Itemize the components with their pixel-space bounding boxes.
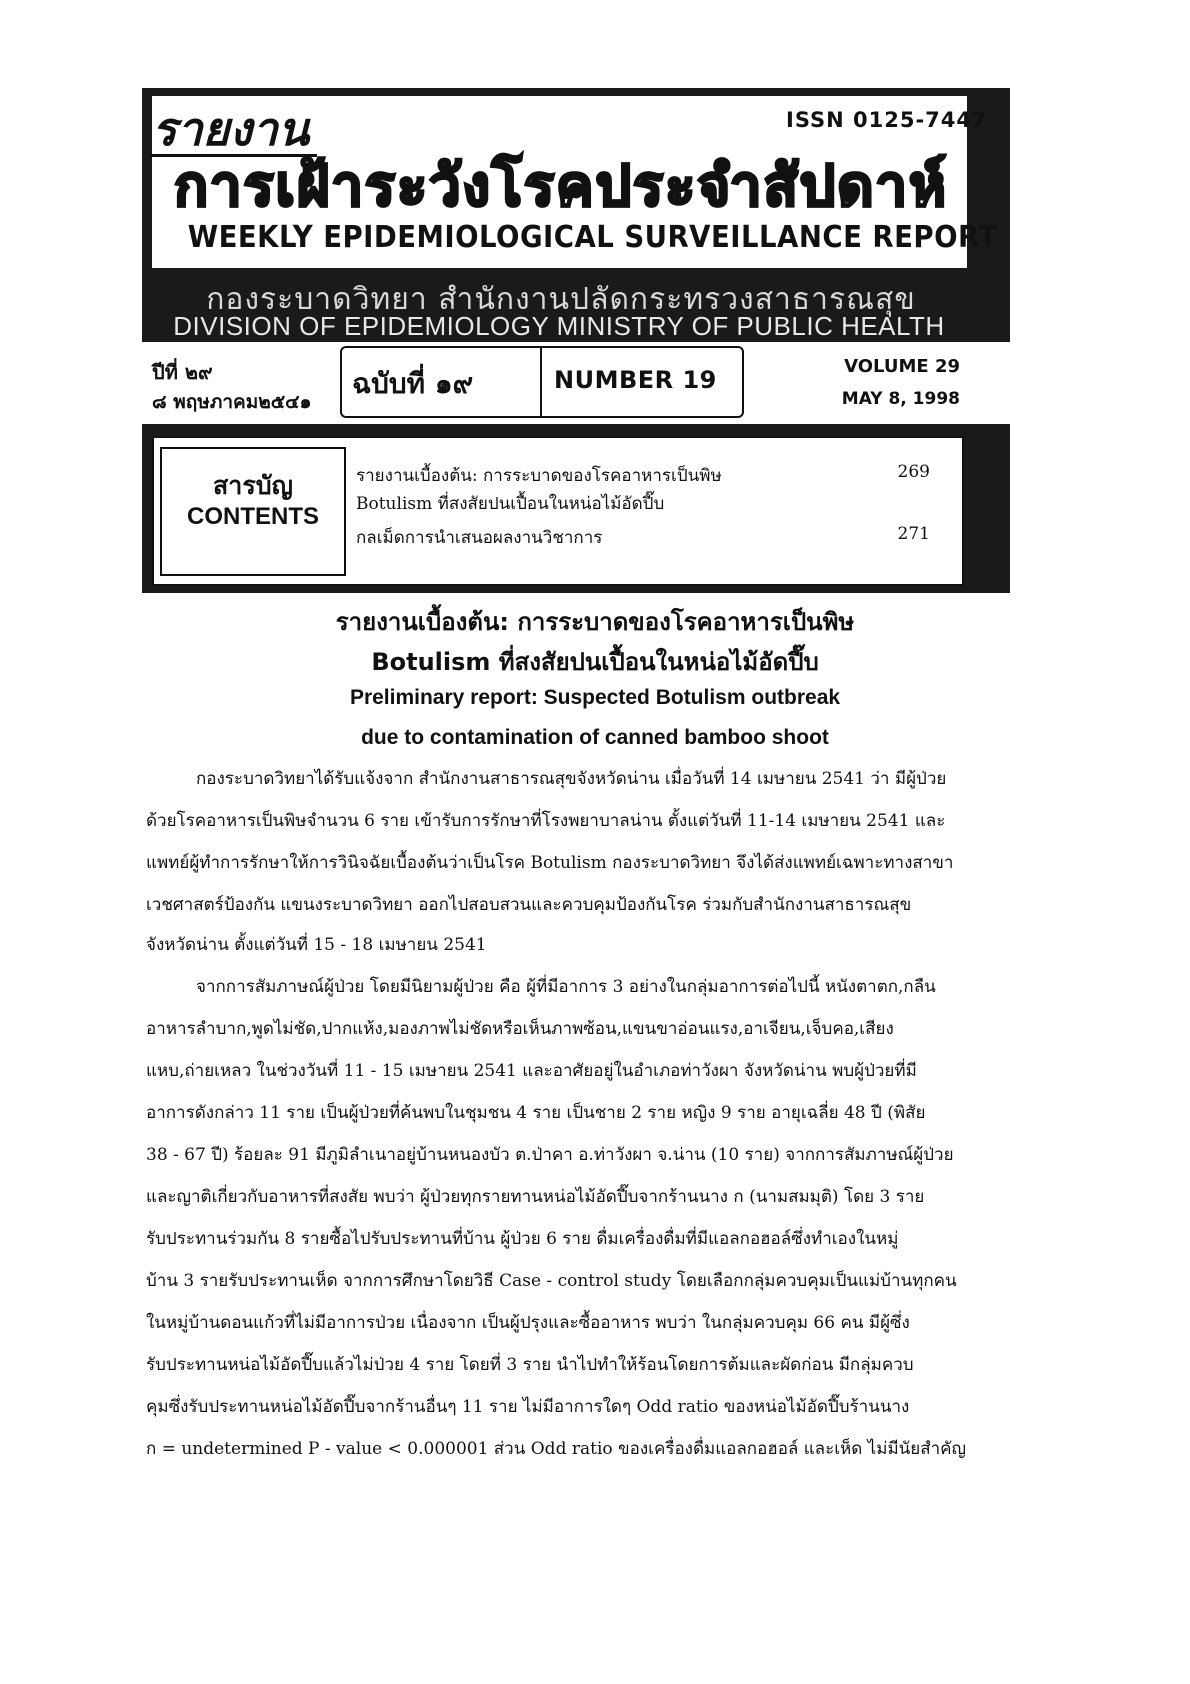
body-line: รับประทานหน่อไม้อัดปี๊บแล้วไม่ป่วย 4 ราย โดยที่ 3 ราย นำไปทำให้ร้อนโดยการต้มและผัดก่อน มีกลุ่มควบ: [146, 1355, 914, 1375]
body-line: กองระบาดวิทยาได้รับแจ้งจาก สำนักงานสาธารณสุขจังหวัดน่าน เมื่อวันที่ 14 เมษายน 2541 ว่า มีผู้ป่วย: [196, 769, 947, 789]
toc-item-2-page: 271: [897, 524, 930, 544]
issue-date: MAY 8, 1998: [841, 389, 960, 409]
body-line: อาหารลำบาก,พูดไม่ชัด,ปากแห้ง,มองภาพไม่ชัดหรือเห็นภาพซ้อน,แขนขาอ่อนแรง,อาเจียน,เจ็บคอ,เสียง: [146, 1019, 894, 1039]
article-title-english-1: Preliminary report: Suspected Botulism outbreak: [349, 686, 841, 709]
body-line: ในหมู่บ้านดอนแก้วที่ไม่มีอาการป่วย เนื่องจาก เป็นผู้ปรุงและซื้ออาหาร พบว่า ในกลุ่มควบคุม 66 คน มีผู้ซึ่ง: [146, 1313, 910, 1333]
masthead-thai-title: การเฝ้าระวังโรคประจำสัปดาห์: [174, 154, 948, 219]
toc-item-2-line-1[interactable]: กลเม็ดการนำเสนอผลงานวิชาการ: [356, 528, 603, 548]
volume: VOLUME 29: [844, 356, 960, 377]
body-line: รับประทานร่วมกัน 8 รายซื้อไปรับประทานที่บ้าน ผู้ป่วย 6 ราย ดื่มเครื่องดื่มที่มีแอลกอฮอล์ซึ่งทำเองในหมู่: [146, 1229, 899, 1249]
contents-label-thai: สารบัญ: [213, 471, 293, 500]
body-line: แหบ,ถ่ายเหลว ในช่วงวันที่ 11 - 15 เมษายน 2541 และอาศัยอยู่ในอำเภอท่าวังผา จังหวัดน่าน พบผู้ป่วยที่มี: [146, 1061, 917, 1081]
body-line: อาการดังกล่าว 11 ราย เป็นผู้ป่วยที่ค้นพบในชุมชน 4 ราย เป็นชาย 2 ราย หญิง 9 ราย อายุเฉลี่ย 48 ปี (พิสัย: [146, 1103, 926, 1123]
body-line: 38 - 67 ปี) ร้อยละ 91 มีภูมิลำเนาอยู่บ้านหนองบัว ต.ป่าคา อ.ท่าวังผา จ.น่าน (10 ราย) จากการสัมภาษณ์ผู้ป่วย: [146, 1145, 954, 1165]
article-title-english-2: due to contamination of canned bamboo shoot: [361, 726, 829, 749]
toc-item-1-line-2[interactable]: Botulism ที่สงสัยปนเปื้อนในหน่อไม้อัดปี๊บ: [356, 494, 665, 514]
body-line: เวชศาสตร์ป้องกัน แขนงระบาดวิทยา ออกไปสอบสวนและควบคุมป้องกันโรค ร่วมกับสำนักงานสาธารณสุข: [146, 895, 912, 915]
body-line: จังหวัดน่าน ตั้งแต่วันที่ 15 - 18 เมษายน 2541: [146, 935, 487, 955]
department-english: DIVISION OF EPIDEMIOLOGY MINISTRY OF PUBLIC HEALTH: [173, 311, 945, 341]
body-line: ก = undetermined P - value < 0.000001 ส่วน Odd ratio ของเครื่องดื่มแอลกอฮอล์ และเห็ด ไม่มีนัยสำคัญ: [146, 1439, 967, 1459]
issn: ISSN 0125-7447: [786, 108, 988, 132]
body-line: และญาติเกี่ยวกับอาหารที่สงสัย พบว่า ผู้ป่วยทุกรายทานหน่อไม้อัดปี๊บจากร้านนาง ก (นามสมมุติ) โดย 3 ราย: [146, 1187, 925, 1207]
body-line: จากการสัมภาษณ์ผู้ป่วย โดยมีนิยามผู้ป่วย คือ ผู้ที่มีอาการ 3 อย่างในกลุ่มอาการต่อไปนี้ หนังตาตก,กลืน: [196, 977, 936, 997]
contents-label-english: CONTENTS: [187, 503, 319, 530]
year-thai: ปีที่ ๒๙: [152, 360, 213, 384]
masthead-english-title: WEEKLY EPIDEMIOLOGICAL SURVEILLANCE REPORT: [187, 220, 998, 255]
department-thai: กองระบาดวิทยา สำนักงานปลัดกระทรวงสาธารณสุข: [206, 282, 916, 317]
body-line: คุมซึ่งรับประทานหน่อไม้อัดปี๊บจากร้านอื่นๆ 11 ราย ไม่มีอาการใดๆ Odd ratio ของหน่อไม้อัดปี๊บร้านนาง: [146, 1397, 910, 1417]
date-thai: ๘ พฤษภาคม๒๕๔๑: [152, 391, 312, 413]
toc-item-1-line-1[interactable]: รายงานเบื้องต้น: การระบาดของโรคอาหารเป็นพิษ: [356, 466, 722, 486]
article-title-thai-2: Botulism ที่สงสัยปนเปื้อนในหน่อไม้อัดปี๊บ: [371, 648, 819, 676]
issue-number: NUMBER 19: [554, 366, 717, 394]
body-line: แพทย์ผู้ทำการรักษาให้การวินิจฉัยเบื้องต้นว่าเป็นโรค Botulism กองระบาดวิทยา จึงได้ส่งแพทย์เฉพาะทางสาขา: [146, 853, 954, 873]
masthead-kicker: รายงาน: [150, 104, 317, 157]
article-title-thai-1: รายงานเบื้องต้น: การระบาดของโรคอาหารเป็นพิษ: [335, 608, 855, 636]
body-line: บ้าน 3 รายรับประทานเห็ด จากการศึกษาโดยวิธี Case - control study โดยเลือกกลุ่มควบคุมเป็นแม่บ้านทุกคน: [146, 1271, 957, 1291]
body-line: ด้วยโรคอาหารเป็นพิษจำนวน 6 ราย เข้ารับการรักษาที่โรงพยาบาลน่าน ตั้งแต่วันที่ 11-14 เมษายน 2541 และ: [146, 811, 946, 831]
toc-item-1-page: 269: [897, 462, 930, 482]
issue-thai: ฉบับที่ ๑๙: [352, 367, 474, 400]
